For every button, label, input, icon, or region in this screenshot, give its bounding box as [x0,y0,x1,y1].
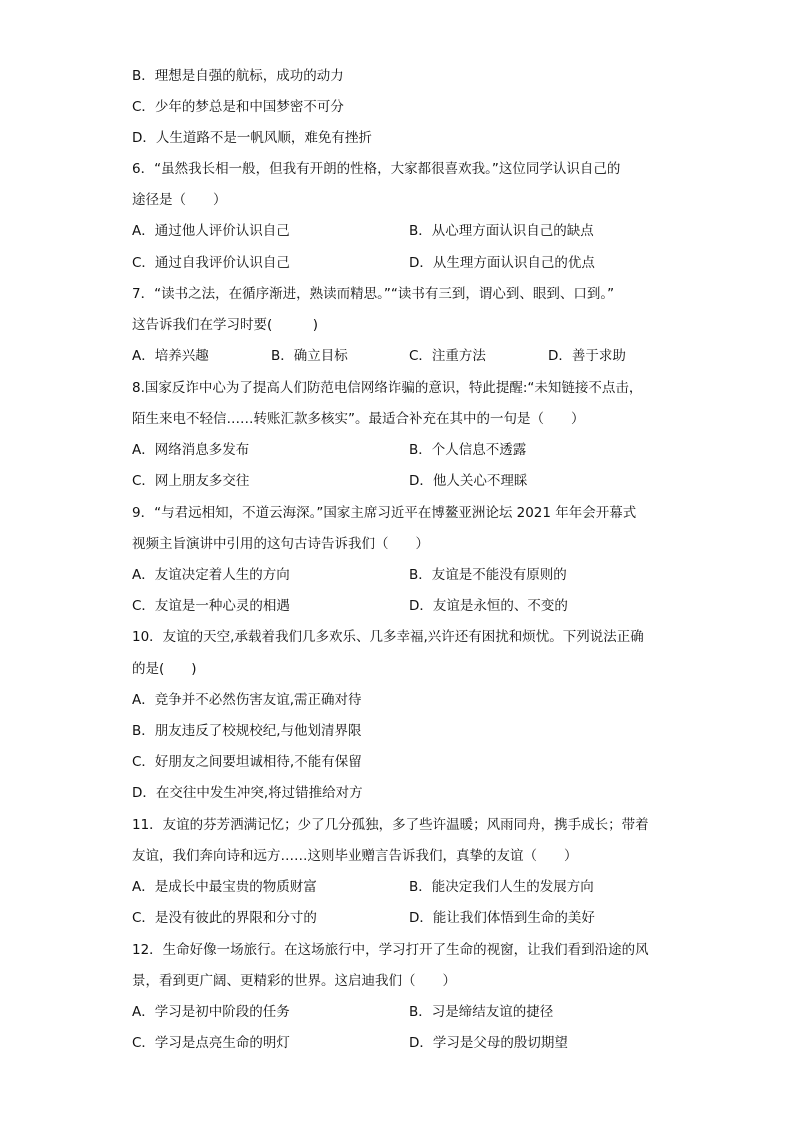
q9-stem-line1: 9．“与君远相知，不道云海深。”国家主席习近平在博鳌亚洲论坛 2021 年年会开幕式 [132,505,637,521]
q8-option-c: C．网上朋友多交往 [132,473,250,489]
q7-stem-line2: 这告诉我们在学习时要( ) [132,317,319,333]
q10-option-c: C．好朋友之间要坦诚相待,不能有保留 [132,754,362,770]
q10-option-b: B．朋友违反了校规校纪,与他划清界限 [132,723,362,739]
q7-option-c: C．注重方法 [409,348,486,364]
q7-stem-line1: 7．“读书之法，在循序渐进，熟读而精思。”“读书有三到，谓心到、眼到、口到。” [132,286,615,302]
q12-option-b: B．习是缔结友谊的捷径 [409,1004,554,1020]
q12-option-d: D．学习是父母的殷切期望 [409,1035,568,1051]
q10-option-a: A．竞争并不必然伤害友谊,需正确对待 [132,692,362,708]
q10-option-d: D．在交往中发生冲突,将过错推给对方 [132,785,363,801]
q11-stem-line2: 友谊，我们奔向诗和远方……这则毕业赠言告诉我们，真挚的友谊（ ） [132,848,578,864]
q6-option-c: C．通过自我评价认识自己 [132,255,290,271]
q8-option-a: A．网络消息多发布 [132,442,250,458]
q5-option-c: C．少年的梦总是和中国梦密不可分 [132,99,344,115]
q9-option-c: C．友谊是一种心灵的相遇 [132,598,290,614]
q7-option-d: D．善于求助 [548,348,626,364]
q8-option-b: B．个人信息不透露 [409,442,527,458]
q8-stem-line2: 陌生来电不轻信……转账汇款多核实”。最适合补充在其中的一句是（ ） [132,411,585,427]
q5-option-d: D．人生道路不是一帆风顺，难免有挫折 [132,130,372,146]
q7-option-b: B．确立目标 [271,348,348,364]
q11-option-d: D．能让我们体悟到生命的美好 [409,910,595,926]
q10-stem-line2: 的是( ) [132,661,197,677]
q6-option-a: A．通过他人评价认识自己 [132,223,290,239]
q6-option-d: D．从生理方面认识自己的优点 [409,255,595,271]
q12-stem-line1: 12．生命好像一场旅行。在这场旅行中，学习打开了生命的视窗，让我们看到沿途的风 [132,942,649,958]
q12-option-c: C．学习是点亮生命的明灯 [132,1035,290,1051]
q9-option-a: A．友谊决定着人生的方向 [132,567,290,583]
q8-option-d: D．他人关心不理睬 [409,473,528,489]
q10-stem-line1: 10．友谊的天空,承载着我们几多欢乐、几多幸福,兴许还有困扰和烦忧。下列说法正确 [132,629,644,645]
q9-option-b: B．友谊是不能没有原则的 [409,567,567,583]
q7-option-a: A．培养兴趣 [132,348,209,364]
q11-option-a: A．是成长中最宝贵的物质财富 [132,879,317,895]
q11-stem-line1: 11．友谊的芬芳洒满记忆；少了几分孤独，多了些许温暖；风雨同舟，携手成长；带着 [132,817,649,833]
q9-option-d: D．友谊是永恒的、不变的 [409,598,568,614]
q11-option-b: B．能决定我们人生的发展方向 [409,879,594,895]
q11-option-c: C．是没有彼此的界限和分寸的 [132,910,317,926]
q5-option-b: B．理想是自强的航标，成功的动力 [132,68,344,84]
q12-stem-line2: 景，看到更广阔、更精彩的世界。这启迪我们（ ） [132,973,456,989]
q6-stem-line2: 途径是（ ） [132,192,227,208]
q12-option-a: A．学习是初中阶段的任务 [132,1004,290,1020]
q9-stem-line2: 视频主旨演讲中引用的这句古诗告诉我们（ ） [132,536,429,552]
q8-stem-line1: 8.国家反诈中心为了提高人们防范电信网络诈骗的意识，特此提醒:“未知链接不点击， [132,380,643,396]
q6-option-b: B．从心理方面认识自己的缺点 [409,223,594,239]
q6-stem-line1: 6．“虽然我长相一般，但我有开朗的性格，大家都很喜欢我。”这位同学认识自己的 [132,161,621,177]
